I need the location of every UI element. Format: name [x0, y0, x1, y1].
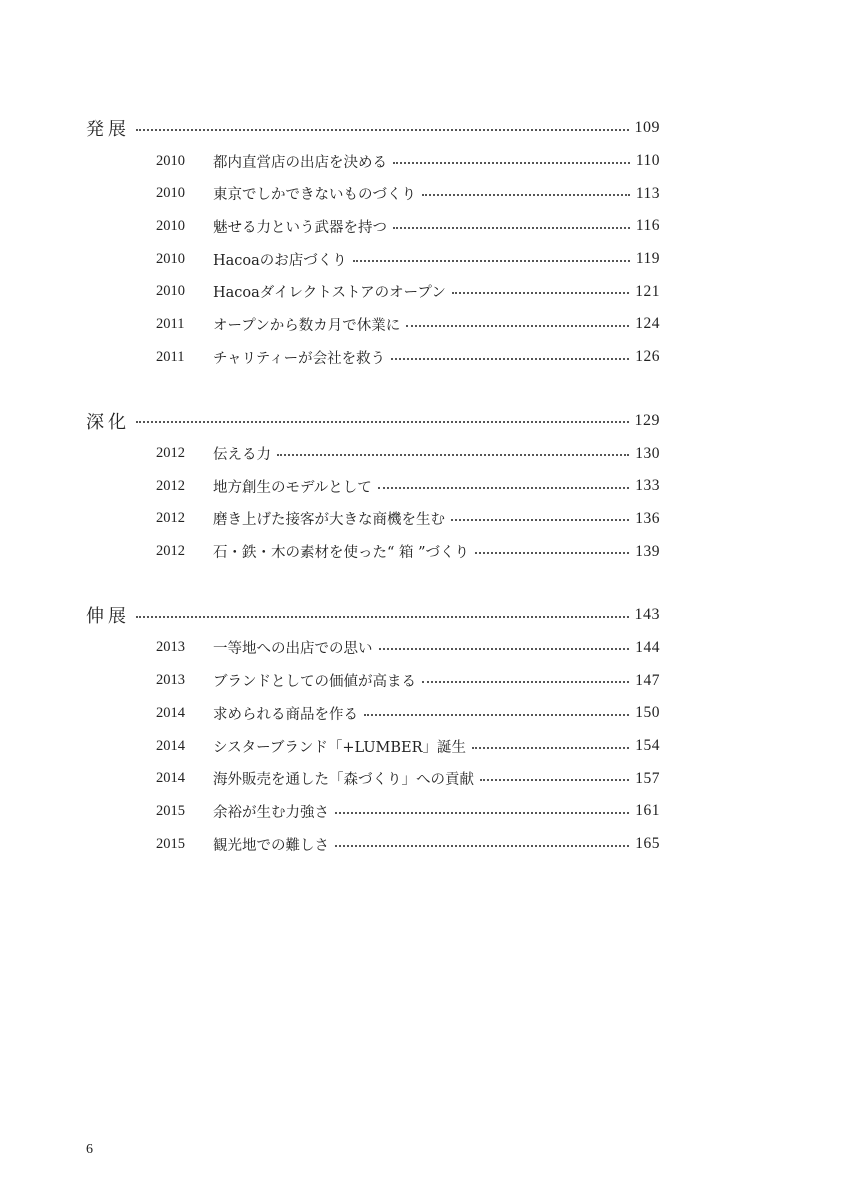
- entry-year: 2012: [156, 477, 185, 494]
- entry-title: ブランドとしての価値が高まる: [213, 674, 416, 691]
- toc-entry[interactable]: [86, 664, 660, 697]
- section-title: 伸展: [86, 606, 130, 628]
- entry-title: 余裕が生む力強さ: [213, 804, 329, 821]
- toc-entry[interactable]: [86, 828, 660, 861]
- page-number: 161: [635, 802, 660, 820]
- entry-title: 磨き上げた接客が大きな商機を生む: [213, 512, 445, 529]
- toc-entry[interactable]: [86, 730, 660, 763]
- toc-entry[interactable]: [86, 145, 660, 178]
- entry-year: 2013: [156, 639, 185, 656]
- page-number: 129: [634, 411, 660, 429]
- section-heading[interactable]: [86, 405, 660, 438]
- page-number: 144: [635, 638, 660, 656]
- page-number: 113: [635, 184, 660, 202]
- entry-title: 求められる商品を作る: [213, 706, 358, 723]
- page-number: 124: [635, 315, 660, 333]
- page-number: 157: [635, 769, 660, 787]
- entry-year: 2011: [156, 315, 185, 332]
- dot-leader: [379, 647, 630, 650]
- dot-leader: [472, 746, 629, 749]
- entry-title: Hacoaのお店づくり: [213, 252, 347, 269]
- table-of-contents: [86, 112, 660, 891]
- entry-year: 2010: [156, 217, 185, 234]
- entry-title: 都内直営店の出店を決める: [213, 154, 387, 171]
- section-heading[interactable]: [86, 112, 660, 145]
- toc-entry[interactable]: [86, 341, 660, 374]
- toc-entry[interactable]: [86, 535, 660, 568]
- page-number: 143: [634, 606, 660, 624]
- toc-section: [86, 599, 660, 861]
- entry-title: Hacoaダイレクトストアのオープン: [213, 285, 446, 302]
- entry-year: 2012: [156, 543, 185, 560]
- dot-leader: [353, 259, 630, 262]
- page-number: 147: [635, 671, 660, 689]
- entry-title: 地方創生のモデルとして: [213, 479, 372, 496]
- page-number: 119: [635, 250, 660, 268]
- entry-year: 2015: [156, 835, 185, 852]
- toc-entry[interactable]: [86, 795, 660, 828]
- entry-year: 2010: [156, 283, 185, 300]
- entry-title: 東京でしかできないものづくり: [213, 187, 416, 204]
- entry-year: 2015: [156, 802, 185, 819]
- dot-leader: [364, 713, 629, 716]
- entry-title: 伝える力: [213, 447, 271, 464]
- toc-entry[interactable]: [86, 697, 660, 730]
- toc-entry[interactable]: [86, 503, 660, 536]
- toc-entry[interactable]: [86, 275, 660, 308]
- dot-leader: [378, 486, 629, 489]
- entry-year: 2012: [156, 445, 185, 462]
- entry-title: オープンから数カ月で休業に: [213, 317, 401, 334]
- page-number: 121: [635, 282, 660, 300]
- page-number: 150: [635, 704, 660, 722]
- page-folio: 6: [86, 1142, 93, 1157]
- dot-leader: [422, 680, 629, 683]
- dot-leader: [475, 551, 629, 554]
- entry-year: 2010: [156, 152, 185, 169]
- toc-entry[interactable]: [86, 470, 660, 503]
- page-number: 109: [634, 119, 660, 137]
- toc-section: [86, 405, 660, 568]
- dot-leader: [480, 778, 629, 781]
- toc-section: [86, 112, 660, 374]
- page-number: 136: [635, 509, 660, 527]
- section-heading[interactable]: [86, 599, 660, 632]
- dot-leader: [406, 324, 629, 327]
- entry-title: 石・鉄・木の素材を使った“ 箱 ”づくり: [213, 545, 470, 562]
- toc-entry[interactable]: [86, 177, 660, 210]
- dot-leader: [451, 518, 629, 521]
- toc-entry[interactable]: [86, 308, 660, 341]
- toc-entry[interactable]: [86, 243, 660, 276]
- page-number: 154: [635, 737, 660, 755]
- dot-leader: [136, 420, 629, 423]
- page-number: 110: [635, 152, 660, 170]
- toc-entry[interactable]: [86, 632, 660, 665]
- toc-entry[interactable]: [86, 210, 660, 243]
- entry-title: 一等地への出店での思い: [213, 641, 373, 658]
- entry-title: 魅せる力という武器を持つ: [213, 219, 387, 236]
- section-title: 深化: [86, 411, 130, 433]
- dot-leader: [393, 161, 630, 164]
- page-number: 130: [635, 444, 660, 462]
- page-number: 165: [635, 835, 660, 853]
- toc-entry[interactable]: [86, 762, 660, 795]
- dot-leader: [136, 615, 629, 618]
- page-number: 139: [635, 542, 660, 560]
- page-number: 133: [635, 477, 660, 495]
- entry-year: 2014: [156, 704, 185, 721]
- entry-year: 2011: [156, 348, 185, 365]
- dot-leader: [391, 357, 629, 360]
- page-number: 116: [635, 217, 660, 235]
- entry-title: チャリティーが会社を救う: [213, 350, 386, 367]
- dot-leader: [422, 193, 630, 196]
- entry-year: 2010: [156, 250, 185, 267]
- entry-year: 2013: [156, 672, 185, 689]
- entry-title: 観光地での難しさ: [213, 837, 329, 854]
- section-title: 発展: [86, 119, 130, 141]
- dot-leader: [335, 811, 629, 814]
- entry-year: 2010: [156, 185, 185, 202]
- page-number: 126: [635, 348, 660, 366]
- entry-year: 2014: [156, 737, 185, 754]
- toc-entry[interactable]: [86, 437, 660, 470]
- entry-year: 2012: [156, 510, 185, 527]
- dot-leader: [393, 226, 630, 229]
- entry-year: 2014: [156, 770, 185, 787]
- dot-leader: [335, 844, 629, 847]
- dot-leader: [277, 453, 629, 456]
- entry-title: 海外販売を通した「森づくり」への貢献: [213, 772, 474, 789]
- dot-leader: [452, 291, 629, 294]
- dot-leader: [136, 128, 629, 131]
- entry-title: シスターブランド「+LUMBER」誕生: [213, 739, 467, 756]
